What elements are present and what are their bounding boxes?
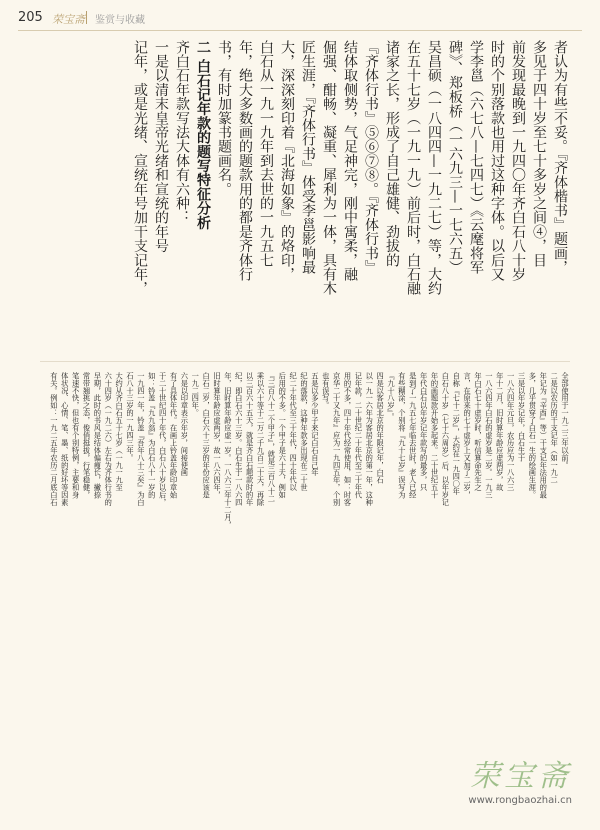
- watermark: [468, 751, 572, 806]
- upper-column: 时的个别落款也用过这种字体。以后又: [489, 40, 505, 282]
- lower-left-column: 六十四岁（一九二六）左右为齐体行书的: [104, 372, 114, 507]
- lower-column: 用的不多，四十年代经常使用，如：时客: [343, 372, 353, 507]
- lower-column: 一八六四年元旦，农历应为一八六三: [506, 372, 516, 492]
- lower-left-column: 于二十世纪四十年代，白石八十岁以后，: [158, 372, 168, 507]
- upper-column: 齐白石年款写法大体有六种：: [174, 40, 190, 225]
- upper-column: 倔强、酣畅、凝重、犀利为一体，具有木: [321, 40, 337, 296]
- lower-left-column: 一九四一年，钤盖『吾年八十三矣』为白: [136, 372, 146, 507]
- lower-left-column: 纪二十年代至三十年代，四十年代以: [289, 372, 299, 492]
- lower-left-column: 以三百六十五天，就是齐白石题款时的年: [245, 372, 255, 507]
- lower-left-column: 纪，即白石六十三岁。白石生于一八六四: [234, 372, 244, 507]
- lower-left-column: 常带翘挑之态，俊俏挺拔，行笔稳健，: [82, 372, 92, 499]
- lower-left-column: 早期，此时的书风是结体偏瘦长，撇捺: [93, 372, 103, 499]
- lower-column: 是到了一九五七年临去世时，老人已经: [408, 372, 418, 499]
- lower-column: 也有误写。: [321, 372, 331, 410]
- upper-column: 吴昌硕（一八四四—一九二七）等，大约: [426, 40, 442, 296]
- lower-column: 京华二十又九年』应为一九四五年，个别: [332, 372, 342, 507]
- lower-column: 年十二月，旧时算年龄应虚两岁，故: [495, 372, 505, 492]
- header-rule: [18, 30, 582, 31]
- section-heading: 二 白石记年款的题写特征分析: [195, 40, 211, 230]
- header-section: 鉴赏与收藏: [95, 15, 145, 26]
- header-brand: 荣宝斋: [52, 13, 85, 26]
- lower-left-column: 六是以印章表示年岁，间接使画: [180, 372, 190, 477]
- watermark-url: www.rongbaozhai.cn: [468, 795, 572, 806]
- lower-column: 三是以年岁记年，白石生于: [517, 372, 527, 462]
- lower-left-column: 石八十三岁的一九四三年。: [126, 372, 135, 462]
- upper-column: 碑》、郑板桥（一六九三—一七六五）: [447, 40, 463, 275]
- block-divider: [40, 361, 570, 362]
- lower-column: 言，在原来的七十虚岁上又加了二岁，: [463, 372, 473, 499]
- lower-column: 全部使用于一九二三年以前。: [561, 372, 570, 469]
- lower-left-column: 一九二四年。: [191, 372, 201, 417]
- lower-column: 年记为『辛酉』等）干支记年法用的最: [539, 372, 549, 499]
- lower-column: 一八六四年白石的虚岁是二岁。一九三: [484, 372, 494, 499]
- upper-column: 记年，或是光绪、宣统年号加干支记年，: [132, 40, 148, 296]
- lower-left-column: 白石二岁，白石六十三岁的年份应该是: [202, 372, 212, 499]
- lower-column: 『九十八岁』。: [387, 372, 396, 421]
- lower-left-column: 有了具体年代。在画上钤盖年龄印章始: [169, 372, 179, 499]
- lower-column: 五是以多少甲子来记白石自己年: [310, 372, 320, 477]
- lower-column: 四是以客居北京的年限记年，白石: [376, 372, 386, 484]
- lower-column: 多，几乎贯穿了白石一生的绘画生涯。: [528, 372, 538, 499]
- lower-text-block: [40, 372, 570, 752]
- lower-left-column: 如：钤盖『九九翁』为白石八十一岁的: [147, 372, 157, 499]
- upper-column: 书，有时加篆书题画名。: [216, 40, 232, 197]
- lower-left-column: 年，旧时算年龄应虚一岁。一八六三年十二月，: [223, 372, 233, 529]
- lower-left-column: 『三百八十二个甲子』，就是三百八十二: [267, 372, 277, 503]
- lower-left-column: 乘以六十等于二万二千九百二十天，再除: [256, 372, 266, 507]
- upper-column: 『齐体行书』⑤⑥⑦⑧。『齐体行书』: [363, 40, 379, 275]
- lower-left-column: 笔速不快，但也有个别特例，主要和身: [71, 372, 81, 499]
- lower-column: 白石八十岁（七十六周岁）后，以年岁记: [441, 372, 451, 507]
- lower-column: 以一九一六年为客居北京的第一年，这种: [365, 372, 375, 507]
- lower-left-column: 纪的落款，这种年款多出现在二十世: [300, 372, 309, 492]
- page-header: [0, 0, 600, 30]
- lower-left-column: 旧时算年龄应虚两岁，故一八六四年，: [213, 372, 222, 499]
- upper-column: 年，绝大多数画的题款用的都是齐体行: [237, 40, 253, 282]
- lower-column: 有些糊涂，个别将『九十七岁』误写为: [397, 372, 407, 499]
- upper-column: 一是以清末皇帝光绪和宣统的年号: [153, 40, 169, 253]
- upper-column: 诸家之长，形成了自己雄健、劲拔的: [384, 40, 400, 268]
- lower-column: 年代白石以年岁记年款写的最多，只: [419, 372, 429, 492]
- header-separator: [86, 11, 87, 24]
- upper-text-block-right: [40, 40, 570, 355]
- lower-column: 年白石七十虚岁时，听信算命先生之: [474, 372, 483, 492]
- upper-column: 大，深深刻印着『北海如象』的烙印，: [279, 40, 295, 282]
- upper-column: 者认为有些不妥。『齐体楷书』题画，: [552, 40, 568, 275]
- lower-left-column: 有关。例如：一九二五年农历二月底白石: [49, 372, 59, 507]
- upper-column: 匠生涯，『齐体行书』体受李邕影响最: [300, 40, 316, 275]
- upper-column: 学李邕（六七八—七四七）《云麾将军: [468, 40, 484, 275]
- upper-column: 在五十七岁（一九一九）前后时，白石融: [405, 40, 421, 296]
- watermark-logo: 荣宝斋: [470, 759, 572, 794]
- page-number: 205: [18, 10, 43, 25]
- lower-column: 二是以农历的干支记年（如一九二: [550, 372, 560, 484]
- upper-column: 结体取侧势，气足神完，刚中寓柔，融: [342, 40, 358, 282]
- lower-column: 自称『七十二岁』，大约在一九四〇年: [452, 372, 462, 496]
- upper-column: 多见于四十岁至七十多岁之间④，目: [531, 40, 547, 268]
- upper-column: 前发现最晚到一九四〇年齐白石八十岁: [510, 40, 526, 282]
- lower-left-column: 后用的不多。一个甲子是六十天，例如: [278, 372, 288, 499]
- lower-left-column: 大约从齐白石五十七岁（一九一九至: [115, 372, 125, 492]
- lower-column: 年的画题款开始多起来。二十世纪五十: [430, 372, 440, 499]
- lower-column: 记年款，二十世纪二十年代至三十年代: [354, 372, 364, 499]
- upper-column: 白石从一九一九年到去世的一九五七: [258, 40, 274, 268]
- lower-left-column: 体状况、心情、笔、墨、纸的好坏等因素: [60, 372, 70, 507]
